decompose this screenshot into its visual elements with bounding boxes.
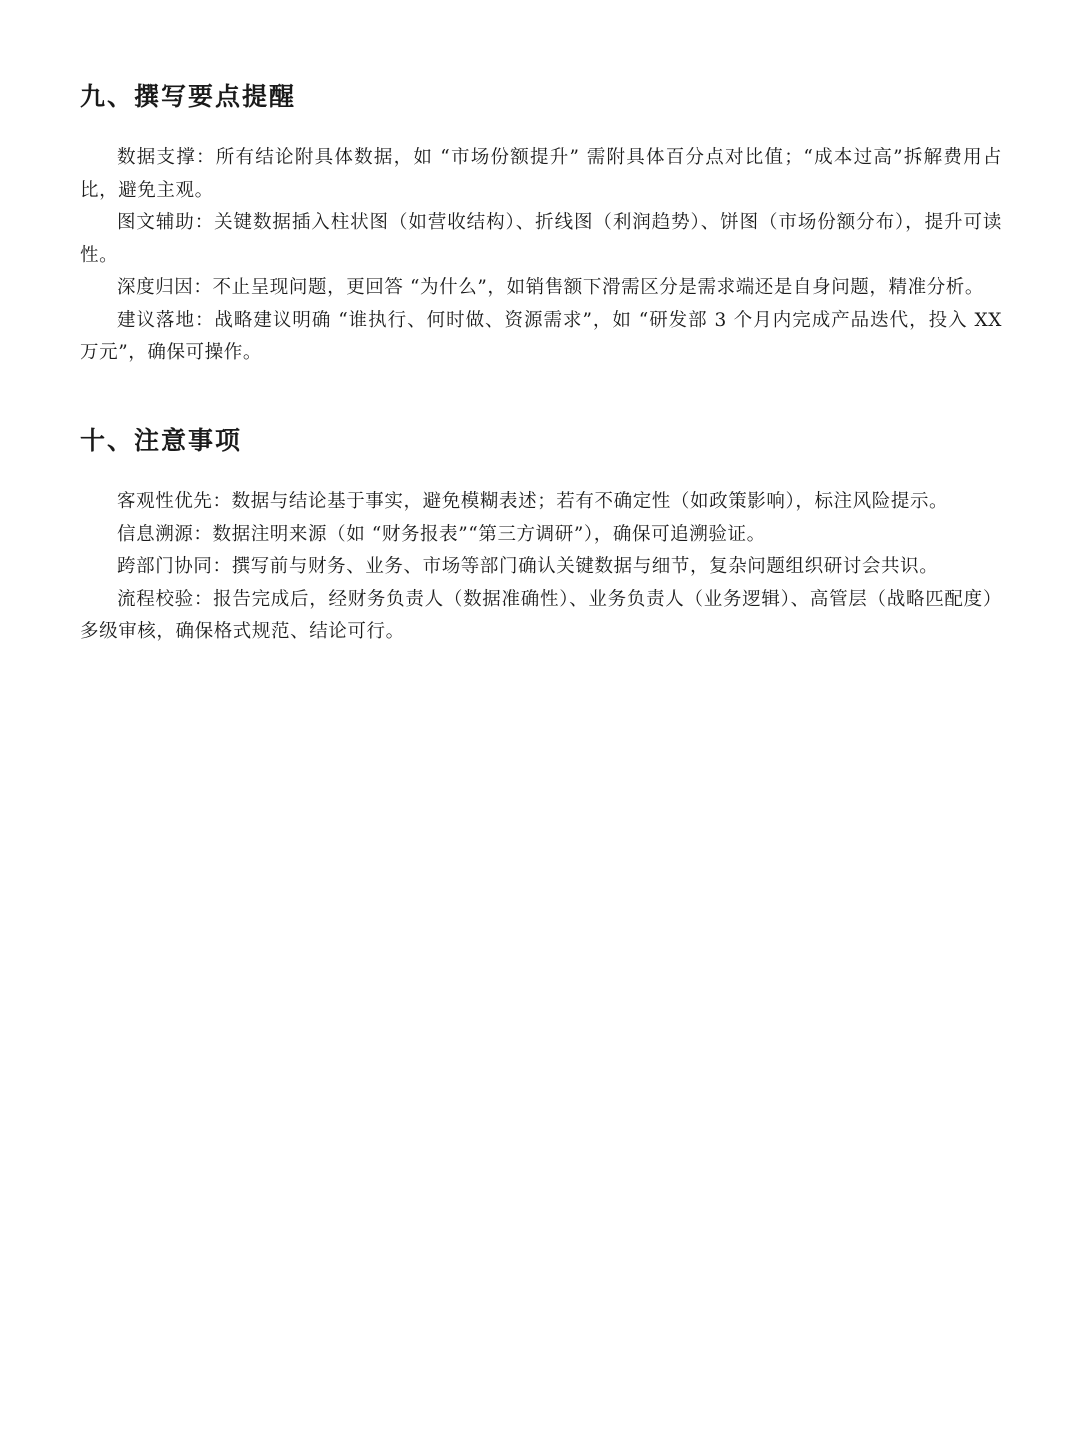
paragraph-cross-department: 跨部门协同：撰写前与财务、业务、市场等部门确认关键数据与细节，复杂问题组织研讨会共识。: [117, 556, 939, 577]
section-heading-writing-tips: 九、撰写要点提醒: [80, 82, 297, 111]
section-body-writing-tips: [80, 142, 1002, 370]
paragraph-source-tracing: 信息溯源：数据注明来源（如 “财务报表”“第三方调研”），确保可追溯验证。: [117, 523, 766, 545]
paragraph-root-cause: 深度归因：不止呈现问题，更回答 “为什么”，如销售额下滑需区分是需求端还是自身问题，精准分析。: [117, 277, 984, 298]
section-heading-notes: 十、注意事项: [80, 426, 243, 455]
paragraph-data-support: 数据支撑：所有结论附具体数据，如 “市场份额提升” 需附具体百分点对比值；“成本过高”拆解费用占比，避免主观。: [80, 147, 1002, 201]
paragraph-visual-aids: 图文辅助：关键数据插入柱状图（如营收结构）、折线图（利润趋势）、饼图（市场份额分布），提升可读性。: [80, 212, 1002, 266]
paragraph-actionable-advice: 建议落地：战略建议明确 “谁执行、何时做、资源需求”，如 “研发部 3 个月内完成产品迭代，投入 XX 万元”，确保可操作。: [80, 309, 1002, 363]
section-body-notes: [80, 486, 1002, 649]
paragraph-review-process: 流程校验：报告完成后，经财务负责人（数据准确性）、业务负责人（业务逻辑）、高管层（战略匹配度）多级审核，确保格式规范、结论可行。: [80, 588, 1002, 642]
paragraph-objectivity: 客观性优先：数据与结论基于事实，避免模糊表述；若有不确定性（如政策影响），标注风险提示。: [117, 491, 949, 512]
